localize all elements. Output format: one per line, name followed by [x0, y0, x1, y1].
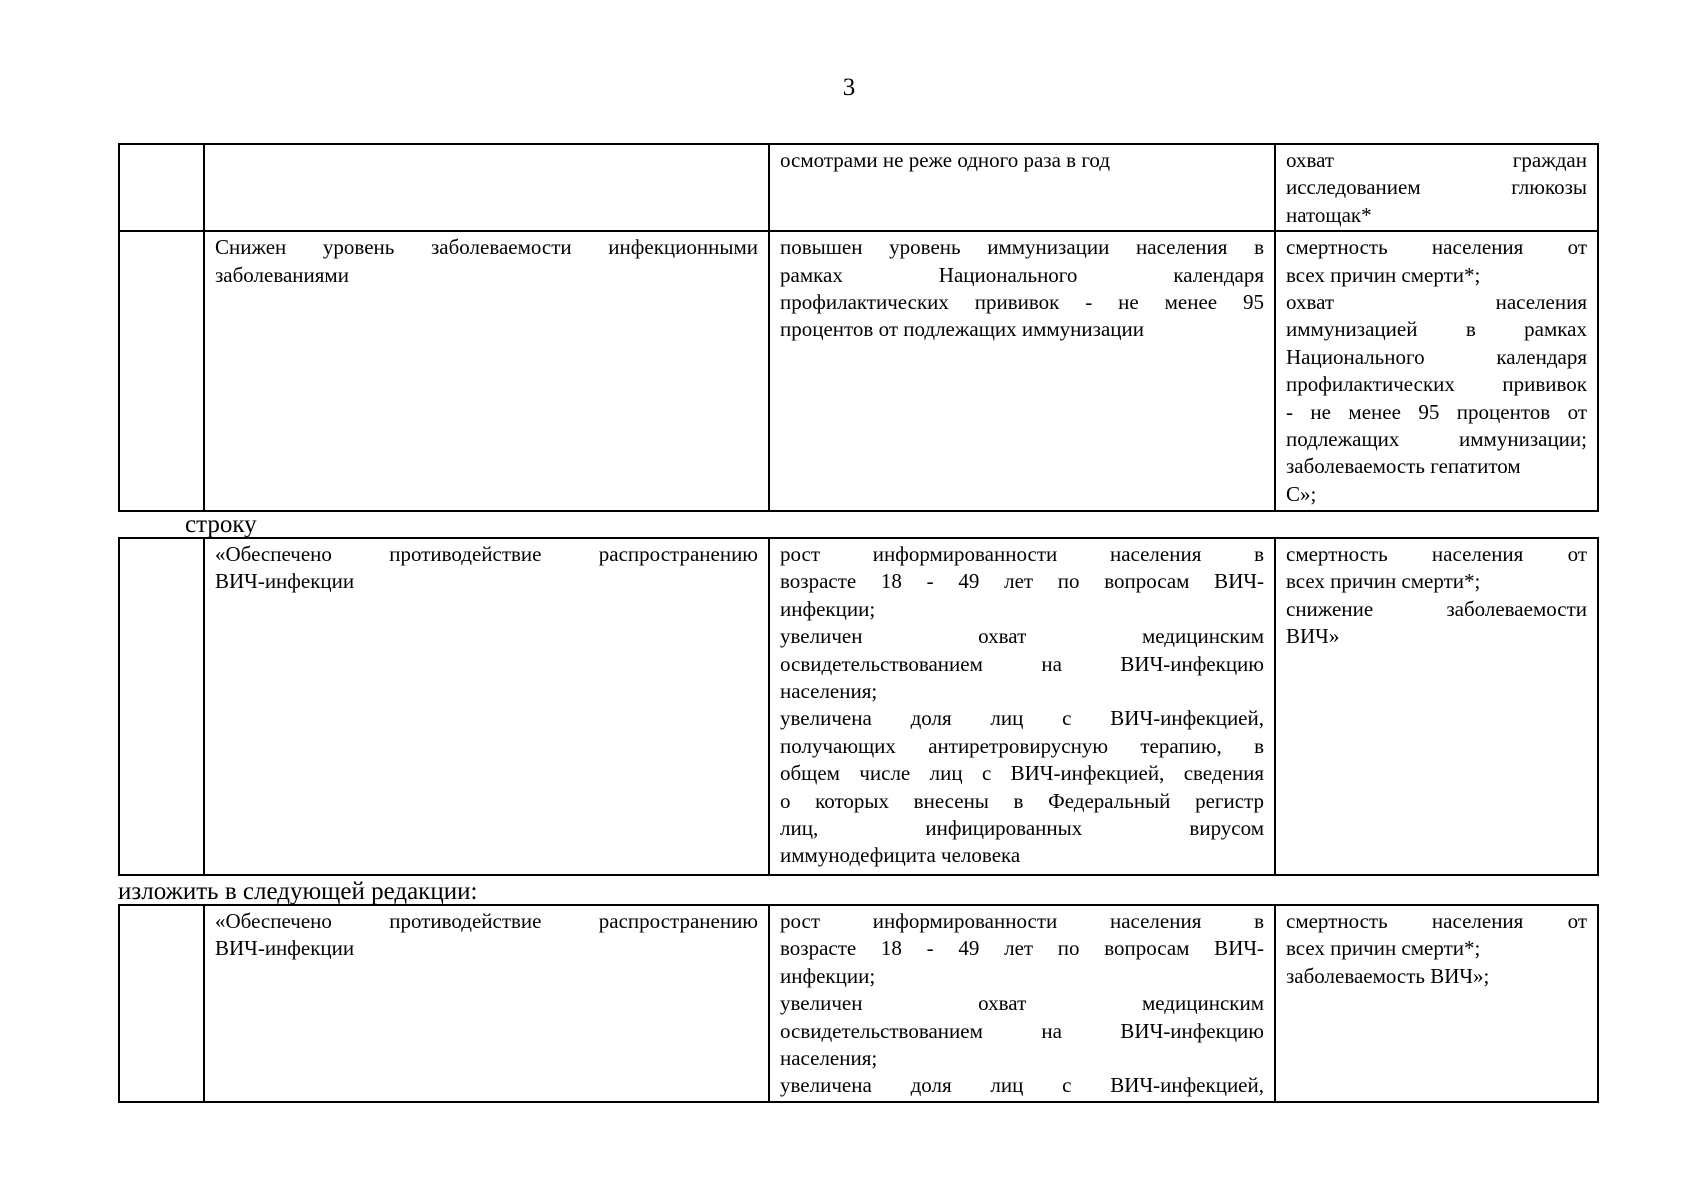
cell-text-line: С»;: [1286, 481, 1317, 506]
cell-text-line: рост информированности населения в: [780, 909, 1264, 933]
cell-text-line: возрасте 18 - 49 лет по вопросам ВИЧ-: [780, 569, 1264, 594]
cell-text-line: всех причин смерти*;: [1286, 262, 1481, 287]
cell-text-line: инфекции;: [780, 596, 876, 621]
cell-text-line: ВИЧ-инфекции: [215, 569, 355, 594]
cell-text-line: «Обеспечено противодействие распространению: [215, 909, 758, 933]
cell-text-line: увеличена доля лиц с ВИЧ-инфекцией,: [780, 1073, 1264, 1098]
cell-text-line: населения;: [780, 1046, 878, 1071]
result-cell: [769, 231, 1275, 511]
row-number-cell: [119, 144, 204, 231]
cell-text-line: процентов от подлежащих иммунизации: [780, 317, 1144, 342]
page-number: 3: [842, 74, 856, 101]
indicator-cell: [1275, 144, 1598, 231]
table-previous-rows: [118, 143, 1599, 512]
caption-izlozhit: изложить в следующей редакции:: [118, 878, 478, 905]
row-number-cell: [119, 231, 204, 511]
cell-text-line: «Обеспечено противодействие распространению: [215, 542, 758, 566]
cell-text-line: ВИЧ»: [1286, 624, 1340, 649]
cell-text-line: профилактических прививок: [1286, 372, 1587, 397]
cell-text-line: повышен уровень иммунизации населения в: [780, 235, 1264, 260]
cell-text-line: иммунизацией в рамках: [1286, 317, 1587, 342]
goal-cell: [204, 905, 769, 1102]
cell-text-line: всех причин смерти*;: [1286, 936, 1481, 961]
cell-text-line: заболеваниями: [215, 262, 349, 287]
cell-text-line: осмотрами не реже одного раза в год: [780, 148, 1111, 172]
table-row: [119, 905, 1598, 1102]
cell-text-line: - не менее 95 процентов от: [1286, 399, 1587, 424]
cell-text-line: освидетельствованием на ВИЧ-инфекцию: [780, 1018, 1264, 1043]
cell-text-line: натощак*: [1286, 202, 1372, 227]
cell-text-line: увеличен охват медицинским: [780, 991, 1264, 1016]
cell-text-line: профилактических прививок - не менее 95: [780, 290, 1264, 315]
result-cell: [769, 538, 1275, 875]
goal-cell: [204, 538, 769, 875]
cell-text-line: смертность населения от: [1286, 909, 1587, 933]
cell-text-line: увеличена доля лиц с ВИЧ-инфекцией,: [780, 706, 1264, 731]
cell-text-line: охват населения: [1286, 290, 1587, 315]
cell-text-line: исследованием глюкозы: [1286, 175, 1587, 200]
indicator-cell: [1275, 231, 1598, 511]
table-row: [119, 144, 1598, 231]
cell-text-line: общем числе лиц с ВИЧ-инфекцией, сведения: [780, 761, 1264, 786]
table-row: [119, 538, 1598, 875]
indicator-cell: [1275, 905, 1598, 1102]
cell-text-line: населения;: [780, 679, 878, 704]
cell-text-line: снижение заболеваемости: [1286, 596, 1587, 621]
cell-text-line: всех причин смерти*;: [1286, 569, 1481, 594]
caption-stroku: строку: [185, 511, 257, 538]
cell-text-line: инфекции;: [780, 963, 876, 988]
table-new-row: [118, 904, 1599, 1103]
result-cell: [769, 905, 1275, 1102]
cell-text-line: охват граждан: [1286, 148, 1587, 172]
cell-text-line: смертность населения от: [1286, 235, 1587, 260]
result-cell: [769, 144, 1275, 231]
cell-text-line: ВИЧ-инфекции: [215, 936, 355, 961]
row-number-cell: [119, 538, 204, 875]
cell-text-line: смертность населения от: [1286, 542, 1587, 566]
cell-text-line: возрасте 18 - 49 лет по вопросам ВИЧ-: [780, 936, 1264, 961]
indicator-cell: [1275, 538, 1598, 875]
cell-text-line: лиц, инфицированных вирусом: [780, 816, 1264, 841]
cell-text-line: Снижен уровень заболеваемости инфекционными: [215, 235, 758, 260]
cell-text-line: Национального календаря: [1286, 344, 1587, 369]
goal-cell: [204, 144, 769, 231]
cell-text-line: рост информированности населения в: [780, 542, 1264, 566]
cell-text-line: подлежащих иммунизации;: [1286, 427, 1587, 452]
cell-text-line: иммунодефицита человека: [780, 843, 1021, 868]
cell-text-line: рамках Национального календаря: [780, 262, 1264, 287]
row-number-cell: [119, 905, 204, 1102]
table-old-row: [118, 537, 1599, 876]
cell-text-line: увеличен охват медицинским: [780, 624, 1264, 649]
cell-text-line: о которых внесены в Федеральный регистр: [780, 788, 1264, 813]
table-row: [119, 231, 1598, 511]
cell-text-line: освидетельствованием на ВИЧ-инфекцию: [780, 651, 1264, 676]
cell-text-line: заболеваемость гепатитом: [1286, 454, 1521, 479]
goal-cell: [204, 231, 769, 511]
cell-text-line: получающих антиретровирусную терапию, в: [780, 733, 1264, 758]
cell-text-line: заболеваемость ВИЧ»;: [1286, 963, 1490, 988]
